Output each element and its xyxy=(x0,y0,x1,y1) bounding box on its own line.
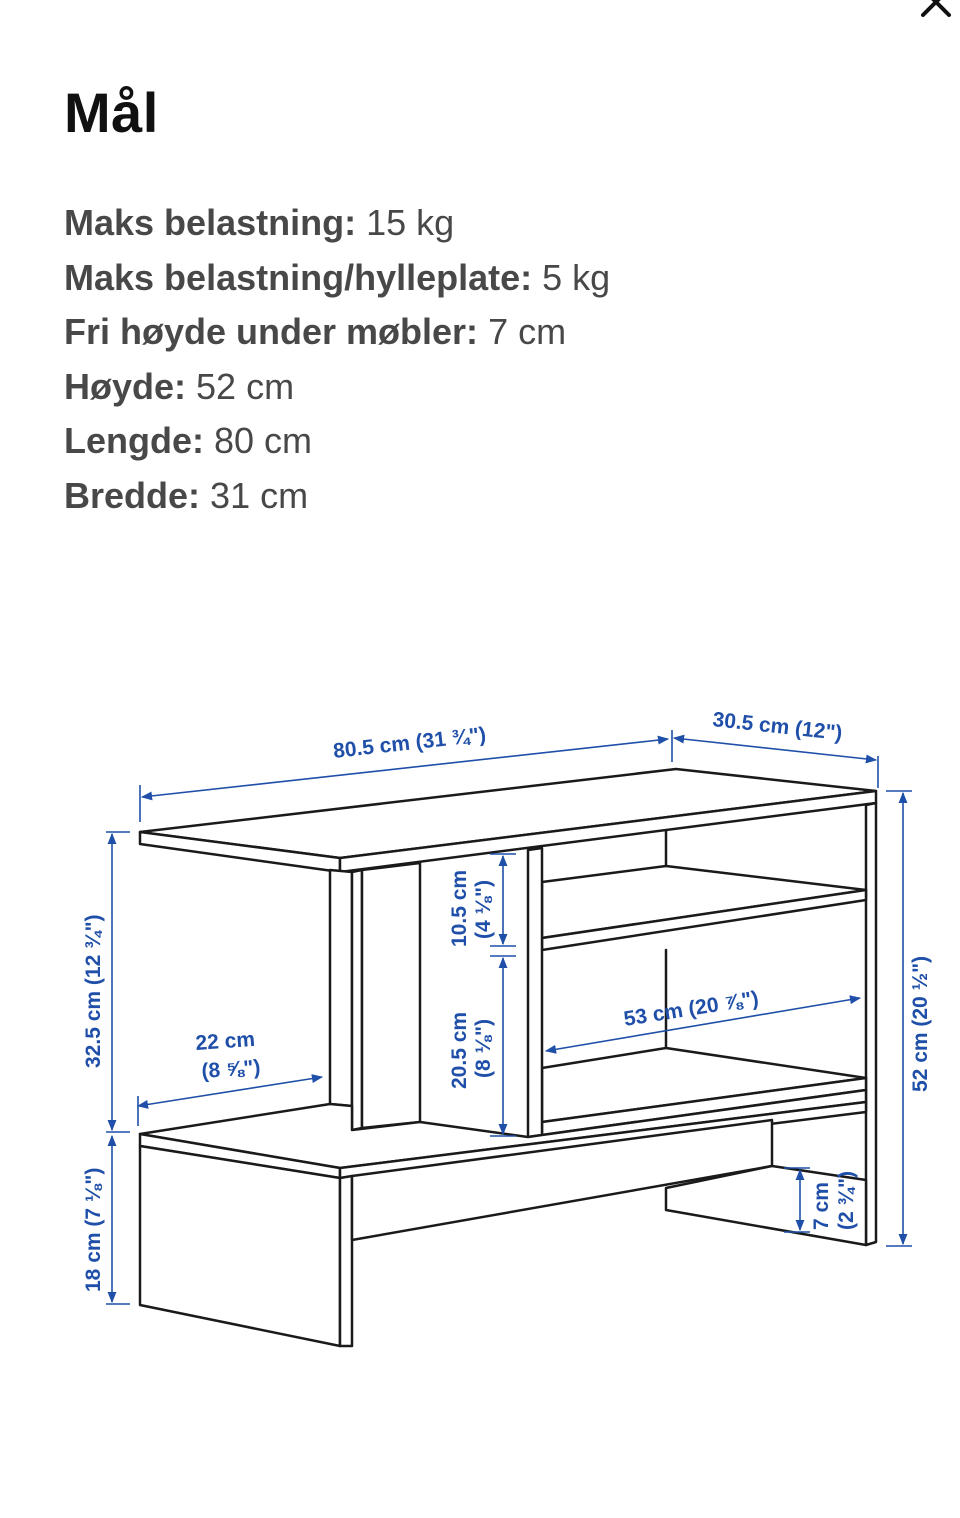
dim-lower-gap-cm: 20.5 cm xyxy=(448,1011,471,1089)
dimension-diagram xyxy=(0,560,960,1400)
close-icon xyxy=(919,0,953,19)
spec-label: Fri høyde under møbler: xyxy=(64,311,479,353)
dim-clearance-cm: 7 cm xyxy=(810,1182,833,1230)
dim-depth-label: 30.5 cm (12") xyxy=(711,708,844,746)
spec-height xyxy=(64,360,610,415)
divider-middle xyxy=(528,848,542,1137)
spec-label: Bredde: xyxy=(64,474,201,516)
spec-length xyxy=(64,414,610,469)
dim-step-depth-cm: 22 cm xyxy=(194,1027,256,1055)
spec-max-load xyxy=(64,196,610,251)
base-block-front xyxy=(140,1146,340,1346)
page-title: Mål xyxy=(64,81,159,144)
base-block-side xyxy=(340,1176,352,1346)
spec-list xyxy=(64,196,610,524)
left-post-front xyxy=(330,870,352,1106)
left-panel xyxy=(362,863,420,1128)
dim-lower-gap-in: (8 ⅛") xyxy=(472,1019,495,1078)
dim-shelf-width-label: 53 cm (20 ⅞") xyxy=(622,986,761,1031)
spec-label: Maks belastning: xyxy=(64,202,357,243)
spec-value: 31 cm xyxy=(210,474,309,516)
dim-top-gap-cm: 10.5 cm xyxy=(448,869,471,947)
dim-lower-height-label: 18 cm (7 ⅛") xyxy=(82,1167,105,1292)
dim-length-label: 80.5 cm (31 ¾") xyxy=(332,723,488,763)
left-post-inner xyxy=(352,870,362,1130)
spec-width xyxy=(64,469,610,524)
spec-value: 80 cm xyxy=(214,420,313,462)
right-end-panel xyxy=(866,803,876,1245)
spec-value: 15 kg xyxy=(366,202,455,243)
dim-total-height-label: 52 cm (20 ½") xyxy=(909,955,932,1092)
dim-upper-height-label: 32.5 cm (12 ¾") xyxy=(82,914,105,1068)
spec-value: 7 cm xyxy=(488,311,567,353)
spec-max-load-shelf xyxy=(64,251,610,306)
spec-label: Maks belastning/hylleplate: xyxy=(64,256,533,298)
spec-value: 5 kg xyxy=(542,256,611,298)
spec-label: Høyde: xyxy=(64,365,187,407)
dim-step-depth-in: (8 ⅝") xyxy=(200,1055,262,1083)
dim-clearance-in: (2 ¾") xyxy=(835,1171,858,1230)
spec-clearance xyxy=(64,305,610,360)
spec-value: 52 cm xyxy=(196,365,295,407)
spec-label: Lengde: xyxy=(64,420,204,462)
close-button[interactable] xyxy=(912,0,960,26)
dim-top-gap-in: (4 ⅛") xyxy=(472,880,495,939)
